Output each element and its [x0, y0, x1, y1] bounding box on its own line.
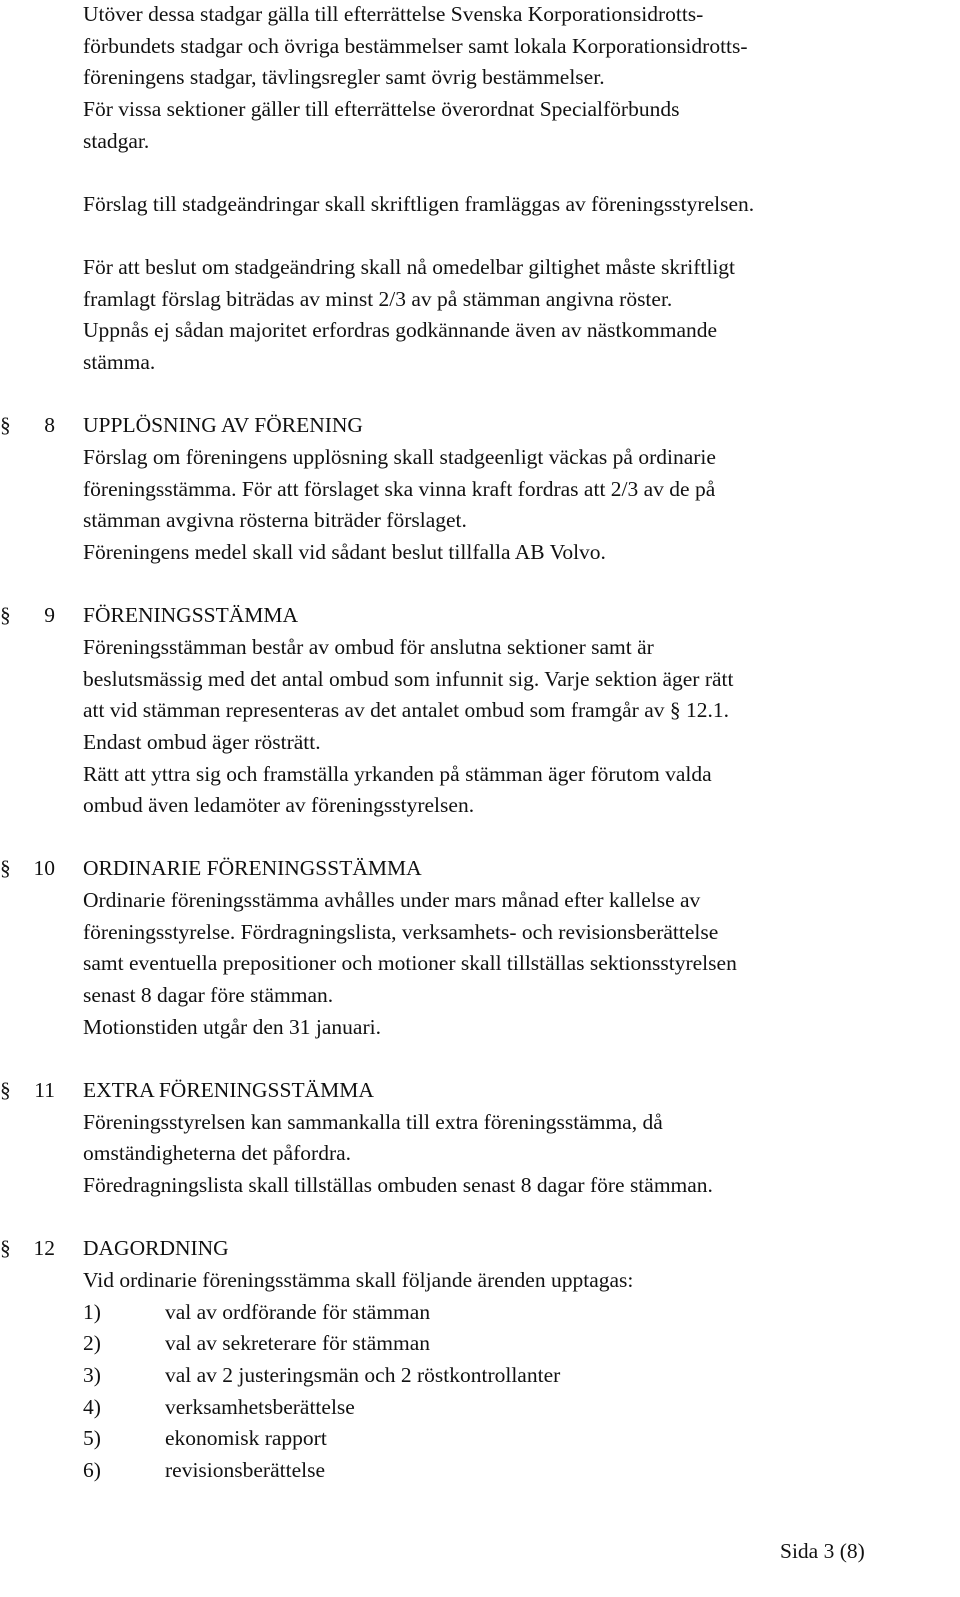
decision-line: stämma. [83, 350, 156, 374]
list-item-text: revisionsberättelse [165, 1458, 326, 1482]
section-line: Föredragningslista skall tillställas ombuden senast 8 dagar före stämman. [83, 1173, 713, 1197]
section-line: föreningsstämma. För att förslaget ska vinna kraft fordras att 2/3 av de på [83, 477, 716, 501]
section-sign: § [0, 1236, 11, 1260]
list-item-number: 1) [83, 1300, 101, 1324]
section-line: att vid stämman representeras av det antalet ombud som framgår av § 12.1. [83, 698, 729, 722]
section-number: 9 [44, 603, 55, 627]
list-item-number: 3) [83, 1363, 101, 1387]
decision-line: För att beslut om stadgeändring skall nå omedelbar giltighet måste skriftligt [83, 255, 736, 279]
section-number: 8 [44, 413, 55, 437]
intro-line: Utöver dessa stadgar gälla till efterrättelse Svenska Korporationsidrotts- [83, 2, 704, 26]
list-item-number: 2) [83, 1331, 101, 1355]
list-item-number: 6) [83, 1458, 101, 1482]
section-line: Rätt att yttra sig och framställa yrkanden på stämman äger förutom valda [83, 762, 712, 786]
section-number: 12 [33, 1236, 55, 1260]
section-sign: § [0, 413, 11, 437]
list-item-text: val av 2 justeringsmän och 2 röstkontrollanter [165, 1363, 561, 1387]
list-item-text: verksamhetsberättelse [165, 1395, 355, 1419]
list-item-text: val av sekreterare för stämman [165, 1331, 431, 1355]
section-line: ombud även ledamöter av föreningsstyrelsen. [83, 793, 475, 817]
section-line: föreningsstyrelse. Fördragningslista, verksamhets- och revisionsberättelse [83, 920, 719, 944]
intro-line: stadgar. [83, 129, 150, 153]
section-line: samt eventuella prepositioner och motioner skall tillställas sektionsstyrelsen [83, 951, 737, 975]
intro-line: föreningens stadgar, tävlingsregler samt övrig bestämmelser. [83, 65, 605, 89]
section-line: Ordinarie föreningsstämma avhålles under mars månad efter kallelse av [83, 888, 701, 912]
section-line: Föreningsstyrelsen kan sammankalla till extra föreningsstämma, då [83, 1110, 663, 1134]
section-line: Föreningens medel skall vid sådant beslut tillfalla AB Volvo. [83, 540, 606, 564]
section-number: 11 [34, 1078, 55, 1102]
section-heading: ORDINARIE FÖRENINGSSTÄMMA [83, 856, 422, 880]
decision-line: Uppnås ej sådan majoritet erfordras godkännande även av nästkommande [83, 318, 718, 342]
section-sign: § [0, 856, 11, 880]
section-line: beslutsmässig med det antal ombud som infunnit sig. Varje sektion äger rätt [83, 667, 734, 691]
section-number: 10 [33, 856, 55, 880]
section-line: Vid ordinarie föreningsstämma skall följande ärenden upptagas: [83, 1268, 634, 1292]
page-number: Sida 3 (8) [780, 1539, 865, 1563]
section-heading: FÖRENINGSSTÄMMA [83, 603, 299, 627]
intro-line: förbundets stadgar och övriga bestämmelser samt lokala Korporationsidrotts- [83, 34, 748, 58]
section-heading: UPPLÖSNING AV FÖRENING [83, 413, 363, 437]
decision-line: framlagt förslag biträdas av minst 2/3 av på stämman angivna röster. [83, 287, 673, 311]
section-line: Endast ombud äger rösträtt. [83, 730, 321, 754]
list-item-number: 5) [83, 1426, 101, 1450]
section-sign: § [0, 1078, 11, 1102]
list-item-text: ekonomisk rapport [165, 1426, 327, 1450]
list-item-text: val av ordförande för stämman [165, 1300, 431, 1324]
section-line: omständigheterna det påfordra. [83, 1141, 352, 1165]
section-line: Förslag om föreningens upplösning skall stadgeenligt väckas på ordinarie [83, 445, 716, 469]
section-line: senast 8 dagar före stämman. [83, 983, 334, 1007]
proposal-paragraph: Förslag till stadgeändringar skall skriftligen framläggas av föreningsstyrelsen. [83, 192, 755, 216]
intro-line: För vissa sektioner gäller till efterrättelse överordnat Specialförbunds [83, 97, 680, 121]
list-item-number: 4) [83, 1395, 101, 1419]
section-heading: DAGORDNING [83, 1236, 229, 1260]
section-line: stämman avgivna rösterna biträder förslaget. [83, 508, 467, 532]
section-sign: § [0, 603, 11, 627]
section-heading: EXTRA FÖRENINGSSTÄMMA [83, 1078, 374, 1102]
section-line: Föreningsstämman består av ombud för anslutna sektioner samt är [83, 635, 654, 659]
section-line: Motionstiden utgår den 31 januari. [83, 1015, 381, 1039]
